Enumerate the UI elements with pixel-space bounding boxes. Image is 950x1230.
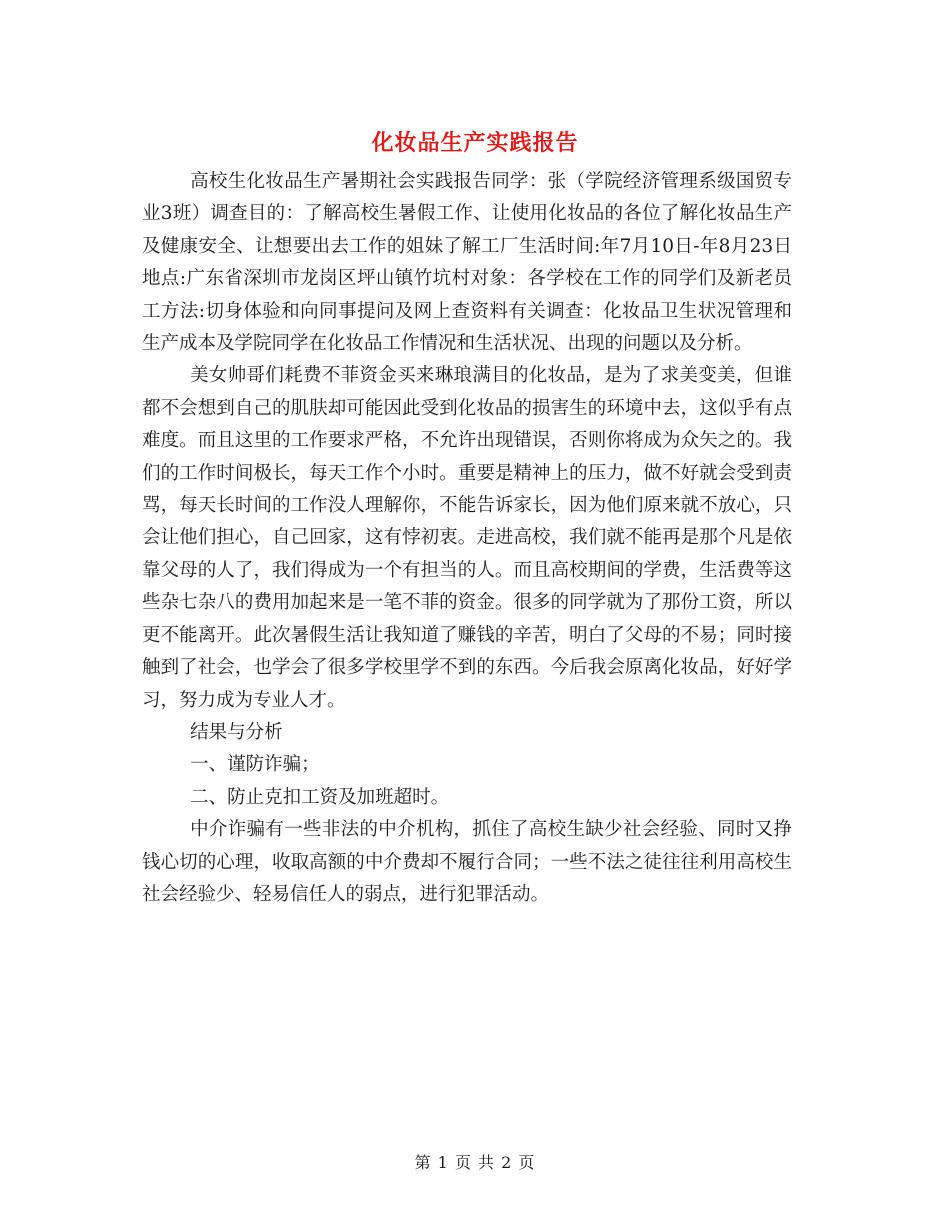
body-paragraph: 美女帅哥们耗费不菲资金买来琳琅满目的化妆品，是为了求美变美，但谁都不会想到自己的肌肤却可能因此受到化妆品的损害生的环境中去，这似乎有点难度。而且这里的工作要求严格，不允许出现错误，否则你将成为众矢之的。我们的工作时间极长，每天工作个小时。重要是精神上的压力，做不好就会受到责骂，每天长时间的工作没人理解你，不能告诉家长，因为他们原来就不放心，只会让他们担心，自己回家，这有悖初衷。走进高校，我们就不能再是那个凡是依靠父母的人了，我们得成为一个有担当的人。而且高校期间的学费，生活费等这些杂七杂八的费用加起来是一笔不菲的资金。很多的同学就为了那份工资，所以更不能离开。此次暑假生活让我知道了赚钱的辛苦，明白了父母的不易；同时接触到了社会，也学会了很多学校里学不到的东西。今后我会原离化妆品，好好学习，努力成为专业人才。 <box>142 365 792 711</box>
document-body <box>142 166 792 911</box>
body-paragraph: 中介诈骗有一些非法的中介机构，抓住了高校生缺少社会经验、同时又挣钱心切的心理，收取高额的中介费却不履行合同；一些不法之徒往往利用高校生社会经验少、轻易信任人的弱点，进行犯罪活动。 <box>142 819 792 905</box>
section-heading: 结果与分析 <box>190 721 283 743</box>
list-item: 二、防止克扣工资及加班超时。 <box>190 786 450 808</box>
body-paragraph: 高校生化妆品生产暑期社会实践报告同学：张（学院经济管理系级国贸专业3班）调查目的：了解高校生暑假工作、让使用化妆品的各位了解化妆品生产及健康安全、让想要出去工作的姐妹了解工厂生活时间:年7月10日-年8月23日地点:广东省深圳市龙岗区坪山镇竹坑村对象：各学校在工作的同学们及新老员工方法:切身体验和向同事提问及网上查资料有关调查：化妆品卫生状况管理和生产成本及学院同学在化妆品工作情况和生活状况、出现的问题以及分析。 <box>142 171 792 355</box>
list-item: 一、谨防诈骗； <box>190 754 320 776</box>
document-title: 化妆品生产实践报告 <box>371 129 579 156</box>
page-number-footer: 第 1 页 共 2 页 <box>414 1153 536 1172</box>
